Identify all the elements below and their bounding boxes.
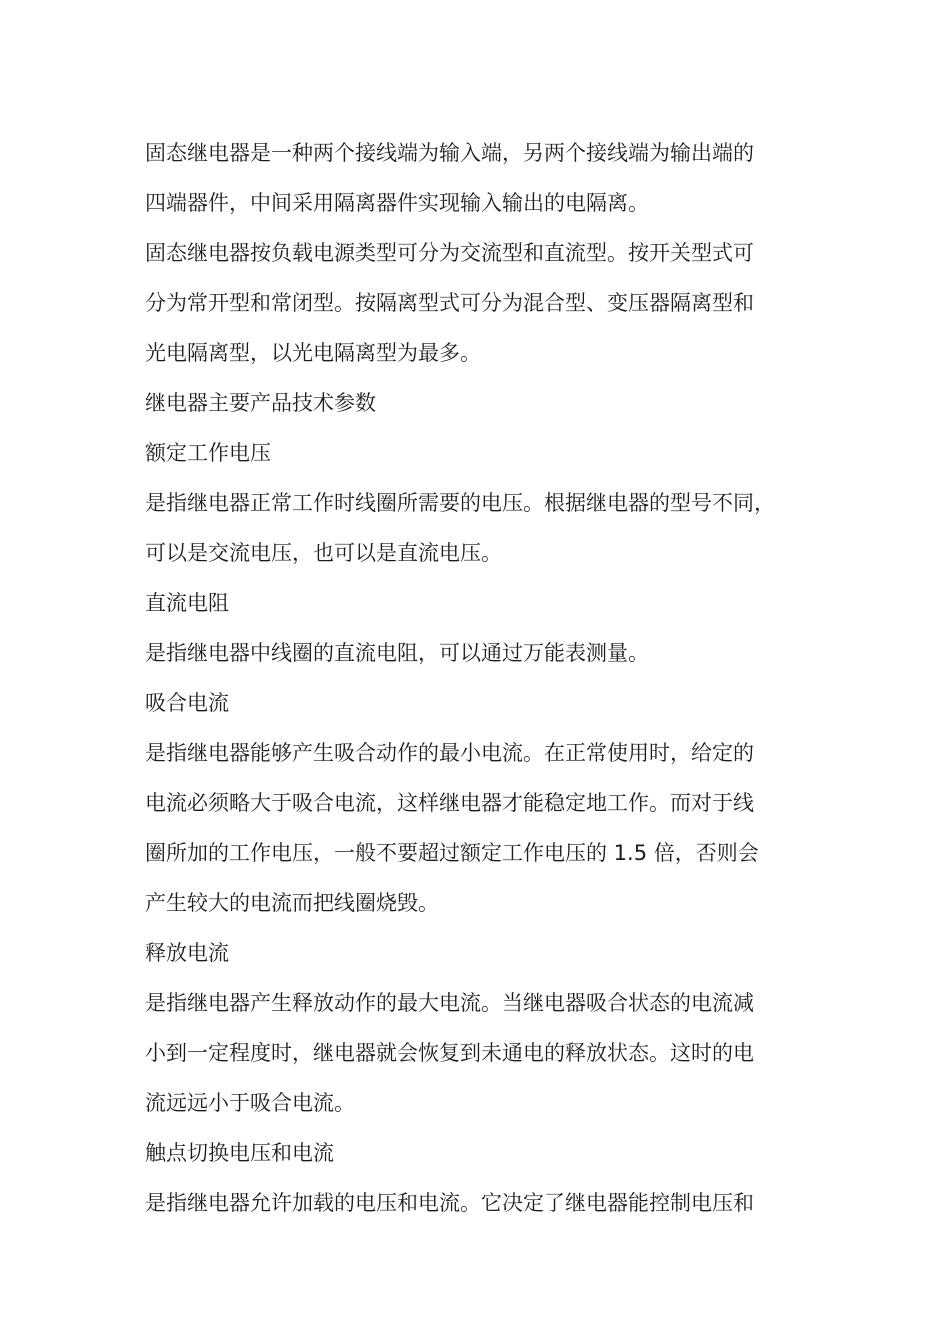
body-paragraph [145, 628, 810, 678]
section-heading [145, 378, 810, 428]
text-line: 流远远小于吸合电流。 [145, 1091, 355, 1115]
text-line: 光电隔离型，以光电隔离型为最多。 [145, 341, 481, 365]
text-line: 可以是交流电压，也可以是直流电压。 [145, 541, 502, 565]
text-line: 固态继电器是一种两个接线端为输入端，另两个接线端为输出端的 [145, 141, 754, 165]
text-line: 释放电流 [145, 941, 229, 965]
body-paragraph [145, 228, 810, 378]
text-line: 小到一定程度时，继电器就会恢复到未通电的释放状态。这时的电 [145, 1041, 754, 1065]
text-line: 固态继电器按负载电源类型可分为交流型和直流型。按开关型式可 [145, 241, 754, 265]
body-paragraph [145, 1178, 810, 1228]
section-heading [145, 678, 810, 728]
text-line: 分为常开型和常闭型。按隔离型式可分为混合型、变压器隔离型和 [145, 291, 754, 315]
section-heading [145, 428, 810, 478]
body-paragraph [145, 478, 810, 578]
text-line: 电流必须略大于吸合电流，这样继电器才能稳定地工作。而对于线 [145, 791, 754, 815]
section-heading [145, 578, 810, 628]
text-line: 是指继电器中线圈的直流电阻，可以通过万能表测量。 [145, 641, 649, 665]
text-line: 四端器件，中间采用隔离器件实现输入输出的电隔离。 [145, 191, 649, 215]
body-paragraph [145, 978, 810, 1128]
text-line: 是指继电器能够产生吸合动作的最小电流。在正常使用时，给定的 [145, 741, 754, 765]
body-paragraph [145, 128, 810, 228]
body-paragraph [145, 728, 810, 928]
document-page [145, 128, 810, 1228]
text-line: 是指继电器允许加载的电压和电流。它决定了继电器能控制电压和 [145, 1191, 754, 1215]
text-line: 继电器主要产品技术参数 [145, 391, 376, 415]
section-heading [145, 1128, 810, 1178]
text-line: 产生较大的电流而把线圈烧毁。 [145, 891, 439, 915]
text-line: 吸合电流 [145, 691, 229, 715]
text-line: 是指继电器产生释放动作的最大电流。当继电器吸合状态的电流减 [145, 991, 754, 1015]
text-line: 圈所加的工作电压，一般不要超过额定工作电压的 1.5 倍，否则会 [145, 841, 759, 865]
text-line: 直流电阻 [145, 591, 229, 615]
text-line: 额定工作电压 [145, 441, 271, 465]
text-line: 触点切换电压和电流 [145, 1141, 334, 1165]
section-heading [145, 928, 810, 978]
text-line: 是指继电器正常工作时线圈所需要的电压。根据继电器的型号不同， [145, 491, 775, 515]
